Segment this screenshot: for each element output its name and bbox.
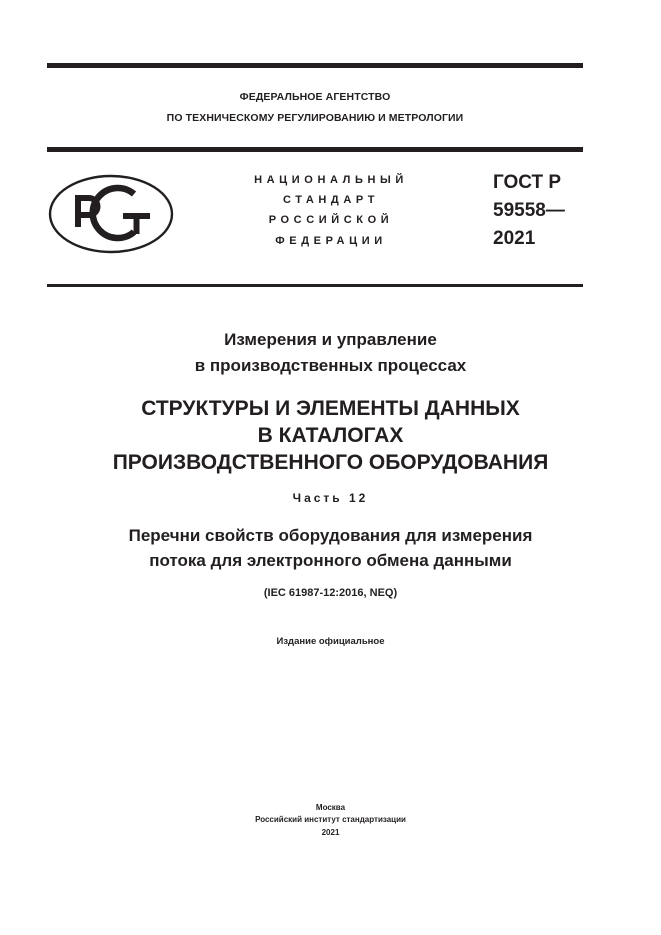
national-standard-line: НАЦИОНАЛЬНЫЙ (254, 174, 408, 186)
standard-designation-line: ГОСТ Р (493, 172, 562, 193)
publisher-city: Москва (315, 803, 346, 812)
national-standard-line: ФЕДЕРАЦИИ (275, 235, 387, 247)
main-title-line: СТРУКТУРЫ И ЭЛЕМЕНТЫ ДАННЫХ (141, 397, 520, 420)
top-rule (47, 63, 583, 68)
standard-designation-line: 2021 (493, 228, 536, 249)
main-title-line: В КАТАЛОГАХ (257, 424, 404, 447)
header-rule (47, 147, 583, 152)
agency-name-line1: ФЕДЕРАЛЬНОЕ АГЕНТСТВО (239, 91, 391, 103)
series-title-line: в производственных процессах (194, 356, 467, 375)
subtitle-line: потока для электронного обмена данными (149, 551, 512, 570)
main-title-line: ПРОИЗВОДСТВЕННОГО ОБОРУДОВАНИЯ (112, 451, 549, 474)
national-standard-line: РОССИЙСКОЙ (268, 214, 394, 226)
publication-year: 2021 (321, 828, 340, 837)
rst-certification-mark-icon (48, 174, 174, 254)
series-title-line: Измерения и управление (224, 330, 437, 349)
title-block-rule (47, 284, 583, 287)
part-number: Часть 12 (292, 491, 369, 505)
subtitle-line: Перечни свойств оборудования для измерения (128, 526, 533, 545)
agency-name-line2: ПО ТЕХНИЧЕСКОМУ РЕГУЛИРОВАНИЮ И МЕТРОЛОГИИ (166, 112, 464, 124)
iec-reference: (IEC 61987-12:2016, NEQ) (263, 587, 398, 599)
publisher-name: Российский институт стандартизации (255, 815, 406, 824)
national-standard-line: СТАНДАРТ (282, 194, 380, 206)
standard-designation-line: 59558— (493, 200, 565, 221)
edition-note: Издание официальное (276, 636, 385, 647)
